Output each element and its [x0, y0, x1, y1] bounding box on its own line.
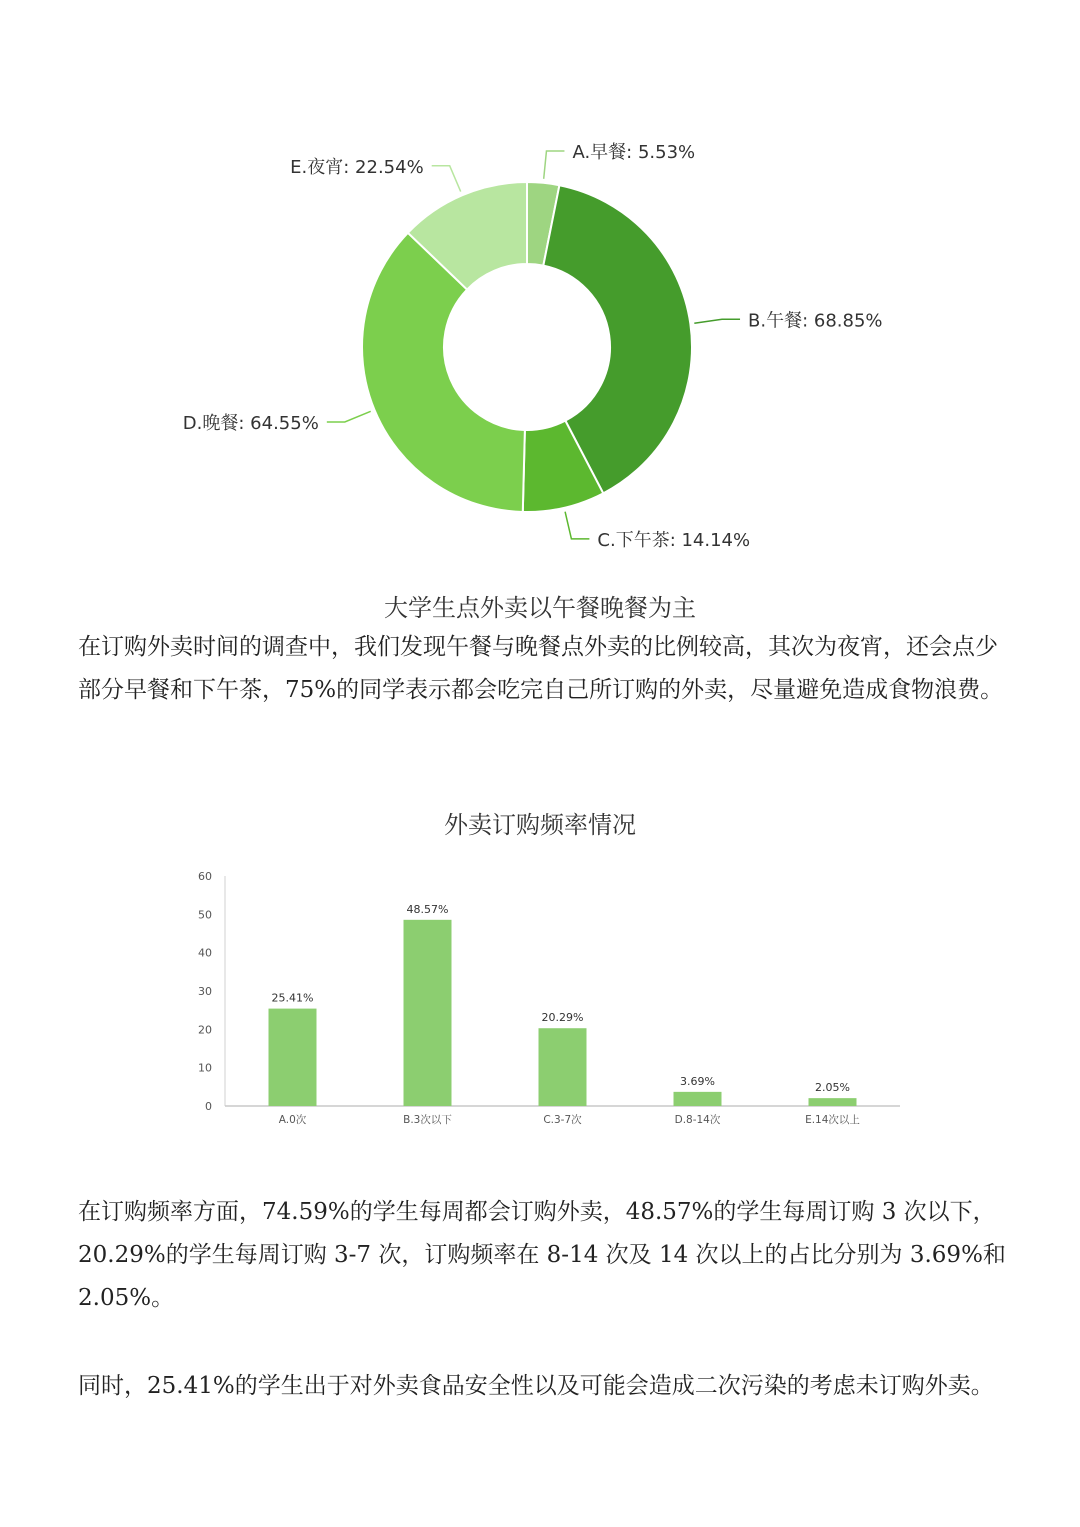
- x-tick-label: E.14次以上: [805, 1114, 860, 1126]
- donut-slice-label: D.晚餐: 64.55%: [182, 412, 319, 434]
- y-tick-label: 20: [198, 1023, 212, 1037]
- donut-leader-line: [432, 166, 461, 192]
- paragraph-no-order: 同时，25.41%的学生出于对外卖食品安全性以及可能会造成二次污染的考虑未订购外卖。: [78, 1373, 994, 1399]
- donut-leader-line: [327, 411, 371, 422]
- x-tick-label: D.8-14次: [674, 1114, 721, 1126]
- bar-value-label: 2.05%: [815, 1081, 850, 1095]
- x-tick-label: B.3次以下: [403, 1114, 452, 1126]
- donut-slice-label: B.午餐: 68.85%: [748, 310, 883, 332]
- meal-time-donut-chart: [0, 110, 1080, 580]
- bar: [404, 920, 452, 1106]
- y-tick-label: 0: [205, 1100, 212, 1113]
- donut-leader-line: [544, 151, 565, 179]
- y-tick-label: 40: [198, 946, 212, 960]
- y-tick-label: 30: [198, 985, 212, 998]
- donut-chart-caption: 大学生点外卖以午餐晚餐为主: [384, 594, 696, 622]
- x-tick-label: A.0次: [278, 1114, 307, 1126]
- bar: [674, 1092, 722, 1106]
- bar: [269, 1009, 317, 1106]
- donut-slice-label: C.下午茶: 14.14%: [597, 529, 751, 551]
- donut-slice: [362, 233, 525, 512]
- bar-chart-title: 外卖订购频率情况: [444, 811, 636, 839]
- donut-slice-label: E.夜宵: 22.54%: [290, 156, 424, 178]
- bar-value-label: 48.57%: [406, 902, 449, 916]
- y-tick-label: 50: [198, 908, 212, 922]
- bar-value-label: 20.29%: [541, 1011, 584, 1025]
- donut-slice-label: A.早餐: 5.53%: [572, 141, 696, 163]
- donut-leader-line: [565, 512, 589, 539]
- donut-leader-line: [694, 319, 740, 323]
- bar: [539, 1028, 587, 1106]
- paragraph-meal-time: 在订购外卖时间的调查中，我们发现午餐与晚餐点外卖的比例较高，其次为夜宵，还会点少部分早餐和下午茶，75%的同学表示都会吃完自己所订购的外卖，尽量避免造成食物浪费。: [78, 634, 1004, 703]
- y-tick-label: 60: [198, 870, 212, 883]
- bar-value-label: 25.41%: [271, 991, 314, 1005]
- y-tick-label: 10: [198, 1061, 212, 1075]
- x-tick-label: C.3-7次: [543, 1114, 582, 1126]
- bar-value-label: 3.69%: [680, 1074, 715, 1088]
- paragraph-order-frequency: 在订购频率方面，74.59%的学生每周都会订购外卖，48.57%的学生每周订购 3 次以下，20.29%的学生每周订购 3-7 次，订购频率在 8-14 次及 14 次以上的占比分别为 3.69%和 2.05%。: [78, 1199, 1006, 1311]
- bar: [809, 1098, 857, 1106]
- order-frequency-bar-chart: [180, 862, 920, 1137]
